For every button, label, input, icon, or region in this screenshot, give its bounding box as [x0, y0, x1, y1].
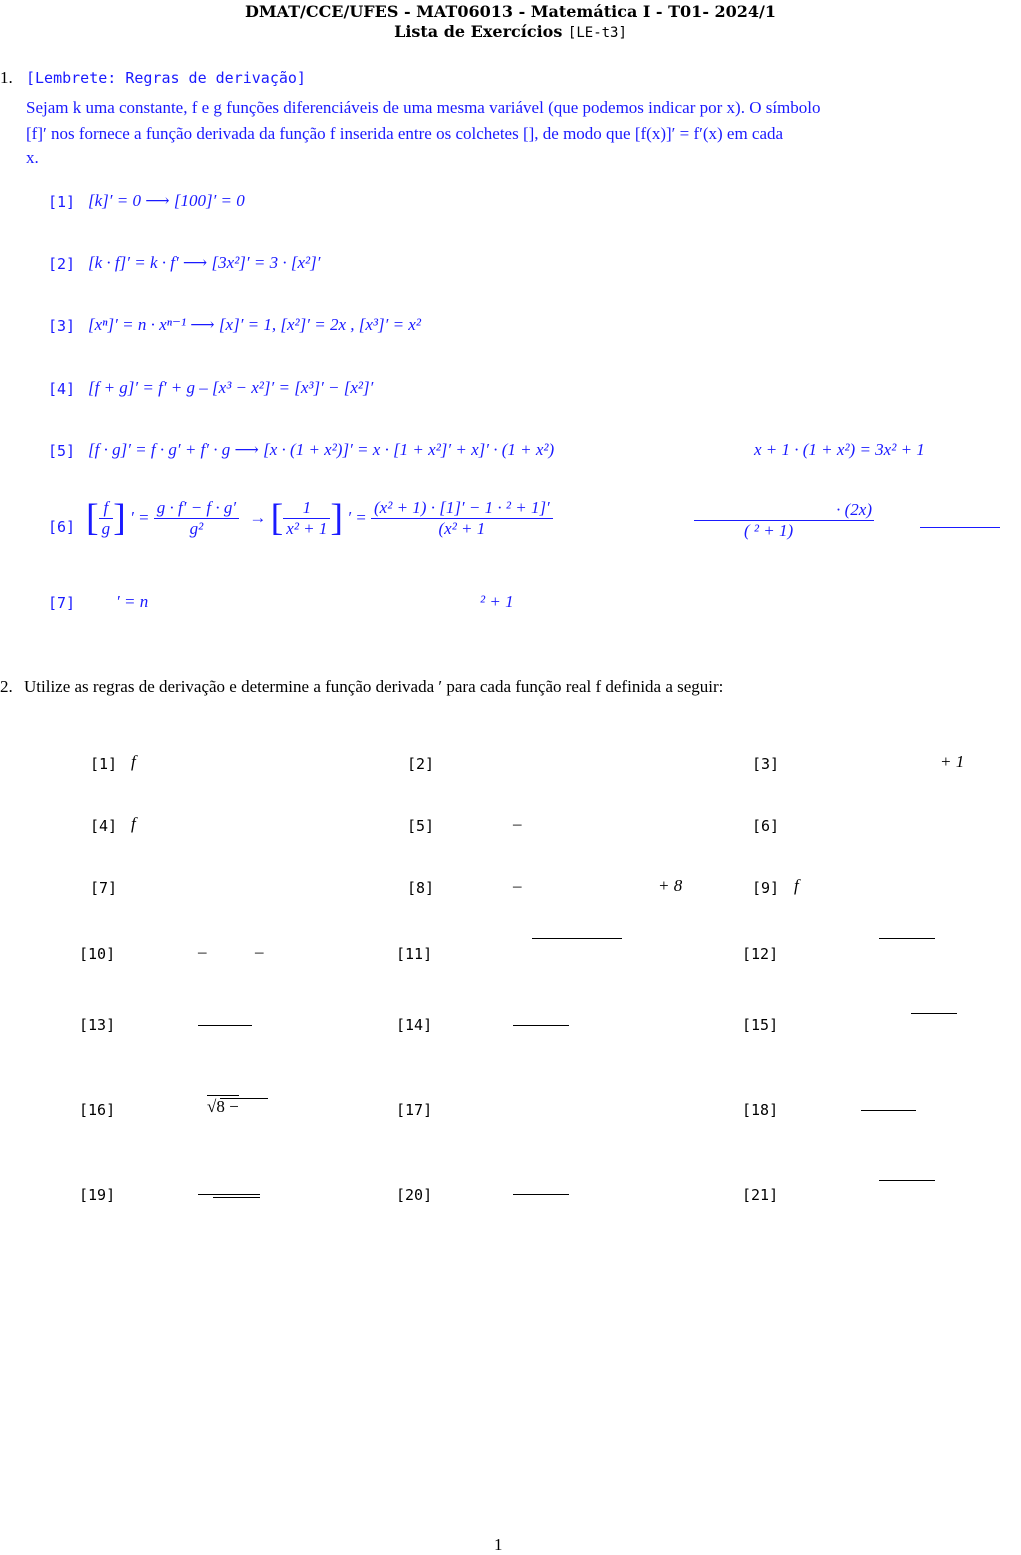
q2-item-4-expr: f: [131, 814, 136, 833]
sqrt-icon: √8 −: [207, 1097, 239, 1116]
header-subtitle: [0, 22, 1021, 41]
q2-item-13-label: [13]: [79, 1016, 116, 1034]
rule-6-example-den: x² + 1: [286, 518, 328, 538]
q2-item-19-radical-bar: [213, 1197, 260, 1198]
rule-6-example-bracket-left: [: [270, 497, 284, 539]
rule-5-result: x + 1 · (1 + x²) = 3x² + 1: [754, 440, 925, 459]
q2-item-20-fraction-bar: [513, 1194, 569, 1195]
rule-6-rhs-num: g · f′ − f · g′: [154, 498, 239, 519]
q2-item-8-label: [8]: [407, 879, 435, 897]
q2-item-19-label: [19]: [79, 1186, 116, 1204]
q2-item-1-label: [1]: [90, 755, 118, 773]
q2-item-2-label: [2]: [407, 755, 435, 773]
q2-item-13-fraction-bar: [198, 1025, 252, 1026]
rule-6-rhs-den: g²: [189, 518, 204, 538]
rule-4-label: [4]: [48, 380, 76, 398]
q2-item-10-expr: –: [198, 942, 207, 961]
rule-6-label: [6]: [48, 518, 76, 536]
rule-7-formula: ′ = n: [116, 592, 149, 611]
rule-7-label: [7]: [48, 594, 76, 612]
rule-6-example-fraction: [283, 498, 330, 539]
rule-6-bracket-left: [: [86, 497, 99, 539]
rule-1-label: [1]: [48, 193, 76, 211]
rule-6-fragment-num: · (2x): [694, 500, 874, 521]
rule-6-fragment-den: ( ² + 1): [744, 521, 794, 540]
q2-item-11-fraction-bar: [532, 938, 622, 939]
q2-item-15-label: [15]: [742, 1016, 779, 1034]
q2-item-6-label: [6]: [752, 817, 780, 835]
q2-item-18-label: [18]: [742, 1101, 779, 1119]
q2-item-16-expr: [207, 1097, 239, 1117]
q2-item-10-label: [10]: [79, 945, 116, 963]
q1-paragraph-line2: [f]′ nos fornece a função derivada da função f inserida entre os colchetes [], de modo que [f(x)]′ = f′(x) em cada: [26, 124, 784, 143]
q2-item-16-label: [16]: [79, 1101, 116, 1119]
q2-item-9-label: [9]: [752, 879, 780, 897]
q2-item-3-label: [3]: [752, 755, 780, 773]
rule-5-formula: [f · g]′ = f · g′ + f′ · g ⟶ [x · (1 + x²)]′ = x · [1 + x²]′ + x]′ · (1 + x²): [88, 440, 555, 459]
q1-title: [Lembrete: Regras de derivação]: [26, 69, 306, 87]
rule-6-example-rhs-num: (x² + 1) · [1]′ − 1 · ² + 1]′: [371, 498, 553, 519]
q1-paragraph-line3: x.: [26, 148, 39, 167]
q2-item-21-fraction-bar: [879, 1180, 935, 1181]
header-list-code: [LE-t3]: [567, 25, 627, 41]
q2-item-20-label: [20]: [396, 1186, 433, 1204]
q2-item-14-label: [14]: [396, 1016, 433, 1034]
rule-6-lhs-den: g: [101, 518, 111, 538]
page-number: 1: [494, 1535, 503, 1554]
rule-6-example-equals: ′ =: [347, 508, 367, 527]
q2-item-19-fraction-bar: [198, 1194, 260, 1195]
rule-6-formula: [86, 496, 553, 540]
rule-1-formula: [k]′ = 0 ⟶ [100]′ = 0: [88, 191, 245, 210]
q2-item-4-label: [4]: [90, 817, 118, 835]
q2-item-12-fraction-bar: [879, 938, 935, 939]
rule-5-label: [5]: [48, 442, 76, 460]
rule-6-example-rhs-den: (x² + 1: [438, 518, 486, 538]
q2-statement: Utilize as regras de derivação e determine a função derivada ′ para cada função real f definida a seguir:: [24, 677, 724, 696]
q2-number: 2.: [0, 677, 13, 696]
q2-item-14-fraction-bar: [513, 1025, 569, 1026]
q2-item-17-label: [17]: [396, 1101, 433, 1119]
q2-item-7-label: [7]: [90, 879, 118, 897]
rule-6-lhs-num: f: [99, 498, 114, 519]
rule-6-fragment: [694, 500, 874, 541]
rule-2-label: [2]: [48, 255, 76, 273]
q2-item-5-label: [5]: [407, 817, 435, 835]
rule-3-label: [3]: [48, 317, 76, 335]
q2-item-12-label: [12]: [742, 945, 779, 963]
rule-4-formula: [f + g]′ = f′ + g – [x³ − x²]′ = [x³]′ − [x²]′: [88, 378, 374, 397]
q1-number: 1.: [0, 68, 13, 87]
rule-6-lhs-fraction: [99, 498, 114, 539]
q2-item-18-fraction-bar: [861, 1110, 916, 1111]
q2-item-8-expr: –: [513, 876, 522, 895]
q2-item-21-label: [21]: [742, 1186, 779, 1204]
header-subtitle-main: Lista de Exercícios: [394, 22, 568, 41]
rule-6-bracket-right: ]: [113, 497, 126, 539]
q2-item-1-expr: f: [131, 752, 136, 771]
rule-7-tail: ² + 1: [480, 592, 514, 611]
rule-2-formula: [k · f]′ = k · f′ ⟶ [3x²]′ = 3 · [x²]′: [88, 253, 321, 272]
q2-item-16-radical-bar: [220, 1098, 268, 1099]
rule-6-trailing-fraction-bar: [920, 527, 1000, 528]
rule-3-formula: [xⁿ]′ = n · xⁿ⁻¹ ⟶ [x]′ = 1, [x²]′ = 2x , [x³]′ = x²: [88, 315, 421, 334]
q1-paragraph-line1: Sejam k uma constante, f e g funções diferenciáveis de uma mesma variável (que podemos indicar por x). O símbolo: [26, 98, 821, 117]
header-title: DMAT/CCE/UFES - MAT06013 - Matemática I - T01- 2024/1: [244, 2, 777, 21]
q2-item-8-tail: + 8: [658, 876, 683, 895]
rule-6-rhs-fraction: [154, 498, 239, 539]
q2-item-10-tail: –: [255, 942, 264, 961]
rule-6-example-rhs-fraction: [371, 498, 553, 539]
rule-6-example-bracket-right: ]: [330, 497, 344, 539]
q2-item-15-fraction-bar: [911, 1013, 957, 1014]
rule-6-equals: ′ =: [130, 508, 150, 527]
rule-6-arrow: →: [249, 508, 267, 527]
q2-item-11-label: [11]: [396, 945, 433, 963]
q2-item-5-expr: –: [513, 814, 522, 833]
q2-item-3-expr: + 1: [940, 752, 965, 771]
q2-item-9-expr: f: [794, 876, 799, 895]
rule-6-example-num: 1: [283, 498, 330, 519]
